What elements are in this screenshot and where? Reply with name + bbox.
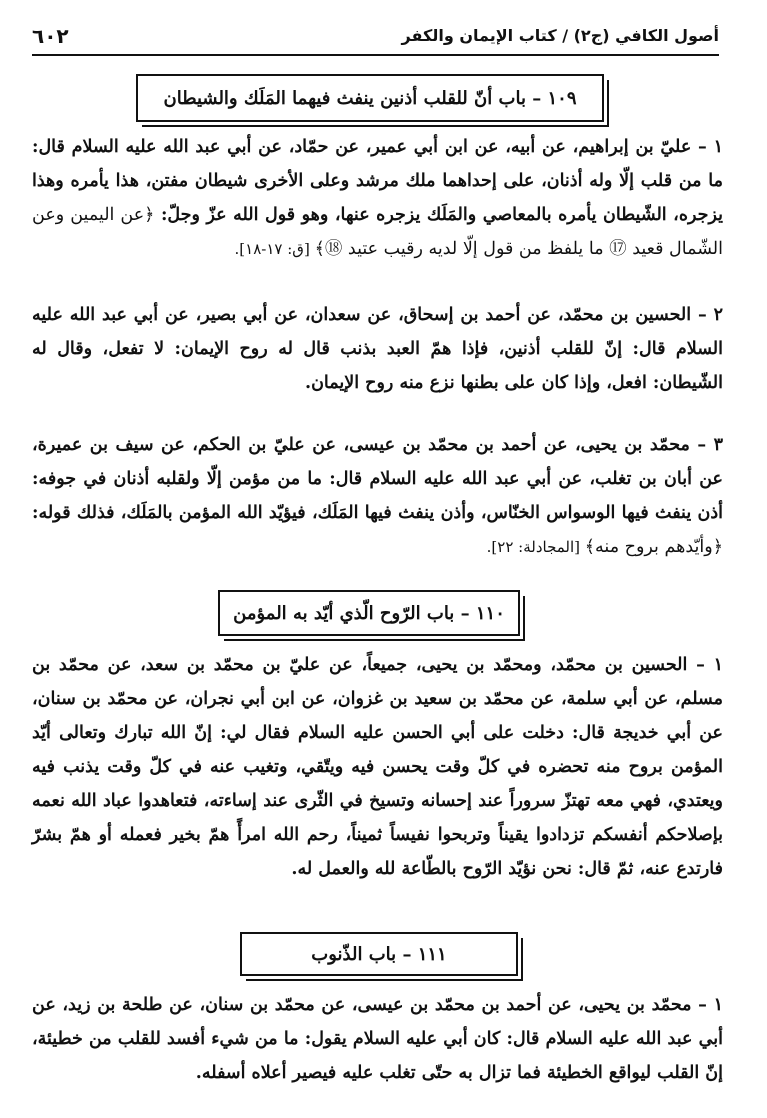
page-number: ٦٠٢	[32, 24, 69, 48]
hadith-paragraph-109-2: ٢ – الحسين بن محمّد، عن أحمد بن إسحاق، عن سعدان، عن أبي بصير، عن أبي عبد الله عليه السلام قال: إنّ للقلب أذنين، فإذا همّ العبد بذنب قال له روح الإيمان: لا تفعل، وقال له الشّيطان: افعل، وإذا كان على بطنها نزع منه روح الإيمان.	[32, 305, 723, 393]
hadith-text: ٣ – محمّد بن يحيى، عن أحمد بن محمّد بن عيسى، عن عليّ بن الحكم، عن سيف بن عميرة، عن أبان بن تغلب، عن أبي عبد الله عليه السلام قال: ما من مؤمن إلّا ولقلبه أذنان في جوفه: أذن ينفث فيها الوسواس الخنّاس، وأذن ينفث فيها المَلَك، فيؤيّد الله المؤمن بالمَلَك، فذلك قوله:	[32, 435, 723, 523]
hadith-paragraph-109-3	[32, 428, 723, 564]
hadith-text: ١ – عليّ بن إبراهيم، عن أبيه، عن ابن أبي عمير، عن حمّاد، عن أبي عبد الله عليه السلام قال: ما من قلب إلّا وله أذنان، على إحداهما ملك مرشد وعلى الأخرى شيطان مفتن، هذا يأمره وهذا يزجره، الشّيطان يأمره بالمعاصي والمَلَك يزجره عنها، وهو قول الله عزّ وجلّ:	[32, 137, 723, 225]
hadith-paragraph-109-1	[32, 130, 723, 266]
chapter-heading-110: ١١٠ – باب الرّوح الّذي أيّد به المؤمن	[218, 590, 520, 636]
quran-quote: ﴿عن اليمين وعن الشّمال قعيد ⑰ ما يلفظ من قول إلّا لديه رقيب عتيد ⑱﴾	[32, 205, 723, 259]
quran-reference: [ق: ١٧-١٨].	[234, 240, 315, 258]
running-header	[32, 22, 719, 56]
hadith-paragraph-110-1: ١ – الحسين بن محمّد، ومحمّد بن يحيى، جميعاً، عن عليّ بن محمّد بن سعد، عن محمّد بن مسلم، عن أبي سلمة، عن محمّد بن سعيد بن غزوان، عن ابن أبي نجران، عن محمّد بن سنان، عن أبي خديجة قال: دخلت على أبي الحسن عليه السلام فقال لي: إنّ الله تبارك وتعالى أيّد المؤمن بروح منه تحضره في كلّ وقت يحسن فيه ويتّقي، وتغيب عنه في كلّ وقت يذنب فيه ويعتدي، فهي معه تهتزّ سروراً عند إحسانه وتسيخ في الثّرى عند إساءته، فتعاهدوا عباد الله نعمه بإصلاحكم أنفسكم تزدادوا يقيناً وتربحوا نفيساً ثميناً، رحم الله امرأً همّ بخير فعمله أو همّ بشرّ فارتدع عنه، ثمّ قال: نحن نؤيّد الرّوح بالطّاعة لله والعمل له.	[32, 655, 723, 879]
running-title: أصول الكافي (ج٢) / كتاب الإيمان والكفر	[401, 26, 719, 45]
hadith-paragraph-111-1: ١ – محمّد بن يحيى، عن أحمد بن محمّد بن عيسى، عن محمّد بن سنان، عن طلحة بن زيد، عن أبي عبد الله عليه السلام قال: كان أبي عليه السلام يقول: ما من شيء أفسد للقلب من خطيئة، إنّ القلب ليواقع الخطيئة فما تزال به حتّى تغلب عليه فيصير أعلاه أسفله.	[32, 995, 723, 1083]
chapter-heading-111: ١١١ – باب الذّنوب	[240, 932, 518, 976]
chapter-heading-109: ١٠٩ – باب أنّ للقلب أذنين ينفث فيهما المَلَك والشيطان	[136, 74, 604, 122]
quran-reference: [المجادلة: ٢٢].	[486, 538, 585, 556]
quran-quote: ﴿وأيّدهم بروح منه﴾	[584, 537, 723, 557]
